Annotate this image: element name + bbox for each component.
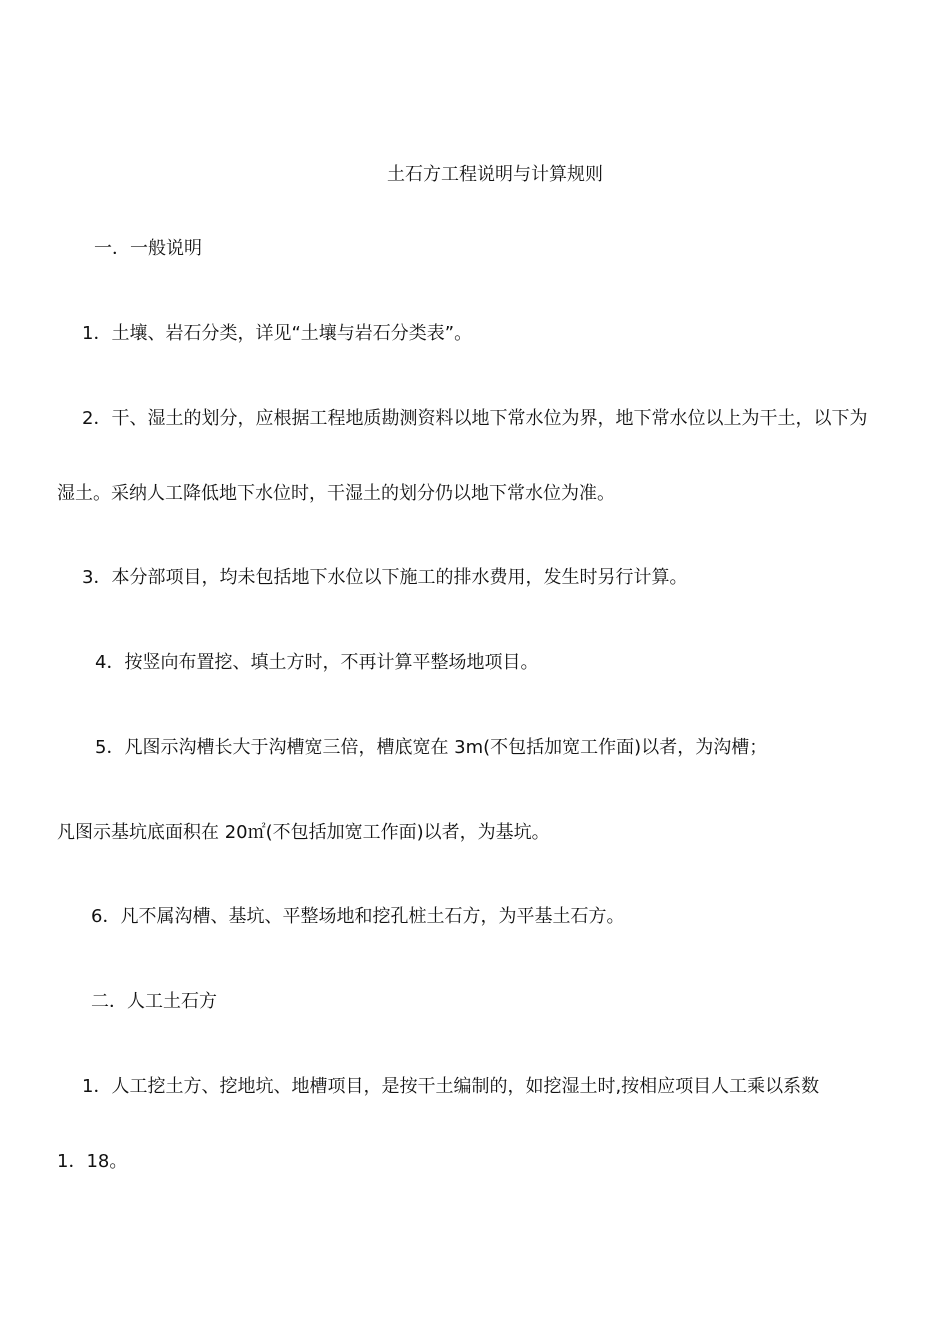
paragraph-item: 2．干、湿土的划分，应根据工程地质勘测资料以地下常水位为界，地下常水位以上为干土，以下为: [82, 408, 868, 429]
document-title: 土石方工程说明与计算规则: [387, 164, 603, 185]
paragraph-item: 4．按竖向布置挖、填土方时，不再计算平整场地项目。: [95, 652, 539, 673]
section-heading-general: 一．一般说明: [94, 238, 202, 259]
paragraph-item: 6．凡不属沟槽、基坑、平整场地和挖孔桩土石方，为平基土石方。: [91, 906, 625, 927]
paragraph-item: 5．凡图示沟槽长大于沟槽宽三倍，槽底宽在 3m(不包括加宽工作面)以者，为沟槽；: [95, 737, 768, 758]
paragraph-item: 3．本分部项目，均未包括地下水位以下施工的排水费用，发生时另行计算。: [82, 567, 688, 588]
paragraph-item-continuation: 凡图示基坑底面积在 20㎡(不包括加宽工作面)以者，为基坑。: [57, 822, 550, 843]
section-heading-manual-earthwork: 二．人工土石方: [91, 991, 217, 1012]
paragraph-item: 1．土壤、岩石分类，详见“土壤与岩石分类表”。: [82, 323, 473, 344]
paragraph-item-continuation: 湿土。采纳人工降低地下水位时，干湿土的划分仍以地下常水位为准。: [57, 483, 615, 504]
paragraph-item-continuation: 1．18。: [57, 1151, 128, 1172]
paragraph-item: 1．人工挖土方、挖地坑、地槽项目，是按干土编制的，如挖湿土时,按相应项目人工乘以系数: [82, 1076, 820, 1097]
